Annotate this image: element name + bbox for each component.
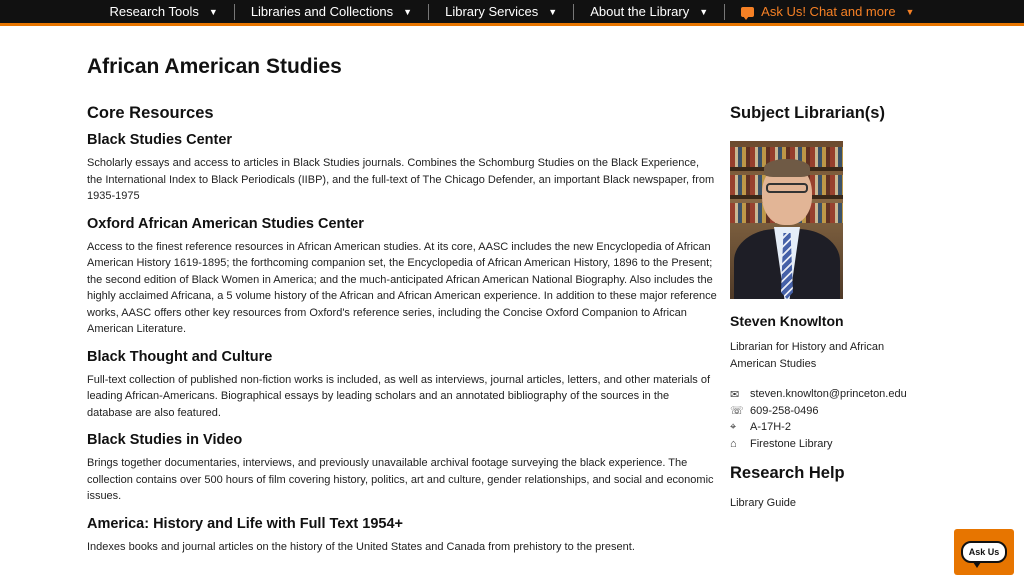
email-link[interactable]: steven.knowlton@princeton.edu <box>750 388 907 401</box>
dropdown-arrow-icon: ▼ <box>548 6 558 17</box>
dropdown-arrow-icon: ▼ <box>208 6 218 17</box>
resource-description: Full-text collection of published non-fiction works is included, as well as interviews, journal articles, letters, and other materials of leading African-Americans. Biographical essays by leading scholars and an annotated bibliography of the sources in the database are also featured. <box>87 373 711 419</box>
resource-item <box>87 216 717 338</box>
chat-bubble-icon <box>741 7 754 17</box>
contact-email <box>730 386 930 403</box>
portrait-glasses <box>766 183 808 193</box>
library-text: Firestone Library <box>750 437 833 450</box>
resource-description: Brings together documentaries, interviews, and previously unavailable archival footage surveying the black experience. The collection contains over 500 hours of film covering history, politics, art and culture, gender relationships, and social and economic issues. <box>87 457 714 502</box>
resource-title-link[interactable]: Black Studies in Video <box>87 432 243 448</box>
nav-label: Library Services <box>445 4 539 19</box>
speech-bubble-icon <box>961 541 1008 563</box>
dropdown-arrow-icon: ▼ <box>403 6 413 17</box>
resource-title-link[interactable]: Oxford African American Studies Center <box>87 215 364 232</box>
nav-about-library[interactable] <box>574 4 724 20</box>
resource-item <box>87 516 717 556</box>
subject-librarian-sidebar <box>730 104 930 511</box>
librarian-title: Librarian for History and African American Studies <box>730 341 885 370</box>
resource-title-link[interactable]: America: History and Life with Full Text 1954+ <box>87 515 403 532</box>
contact-phone <box>730 403 930 420</box>
librarian-photo <box>730 141 843 299</box>
location-pin-icon: ⌖ <box>730 420 737 433</box>
core-resources-heading: Core Resources <box>87 104 214 122</box>
nav-ask-us[interactable] <box>725 4 930 20</box>
resource-description: Indexes books and journal articles on the history of the United States and Canada from prehistory to the present. <box>87 540 635 553</box>
dropdown-arrow-icon: ▼ <box>699 6 709 17</box>
library-guide-link[interactable]: Library Guide <box>730 497 797 509</box>
research-help-heading: Research Help <box>730 464 845 482</box>
nav-label: Research Tools <box>109 4 199 19</box>
building-icon: ⌂ <box>730 437 737 450</box>
nav-library-services[interactable] <box>429 4 573 20</box>
librarian-name: Steven Knowlton <box>730 313 844 329</box>
resource-item <box>87 132 717 205</box>
dropdown-arrow-icon: ▼ <box>905 6 915 17</box>
resource-item <box>87 349 717 422</box>
resource-description: Access to the finest reference resources in African American studies. At its core, AASC includes the new Encyclopedia of African American History 1619-1895; the forthcoming companion set, the Encyclopedia of African American History, 1896 to the Present; the second edition of Black Women in America; and the much-anticipated African American National Biography. Also includes the highly acclaimed Africana, a 5 volume history of the African and African American experience. In addition to these major reference works, AASC offers other key resources from Oxford's reference series, including the Concise Oxford Companion to African American Literature. <box>87 240 717 335</box>
envelope-icon: ✉ <box>730 388 740 401</box>
ask-us-chat-widget[interactable] <box>954 529 1014 575</box>
contact-library <box>730 436 930 453</box>
resource-description: Scholarly essays and access to articles in Black Studies journals. Combines the Schomburg Studies on the Black Experience, the International Index to Black Periodicals (IIBP), and the full-text of The Chicago Defender, an important Black newspaper, from 1935-1975 <box>87 157 715 202</box>
nav-research-tools[interactable] <box>94 4 234 20</box>
phone-icon: ☏ <box>730 405 744 418</box>
ask-us-label: Ask Us <box>968 547 1000 557</box>
resource-title-link[interactable]: Black Thought and Culture <box>87 348 273 365</box>
contact-office <box>730 419 930 436</box>
phone-link[interactable]: 609-258-0496 <box>750 404 819 417</box>
office-text: A-17H-2 <box>750 421 791 434</box>
resource-title-link[interactable]: Black Studies Center <box>87 132 233 148</box>
nav-label: About the Library <box>590 4 690 19</box>
portrait-hair <box>764 159 810 177</box>
resource-item <box>87 432 717 505</box>
nav-libraries-collections[interactable] <box>235 4 428 20</box>
nav-label: Ask Us! Chat and more <box>761 4 896 19</box>
top-navigation <box>0 0 1024 26</box>
core-resources-section <box>87 104 717 566</box>
page-title: African American Studies <box>87 55 342 78</box>
nav-label: Libraries and Collections <box>250 4 394 19</box>
subject-librarian-heading: Subject Librarian(s) <box>730 104 885 122</box>
